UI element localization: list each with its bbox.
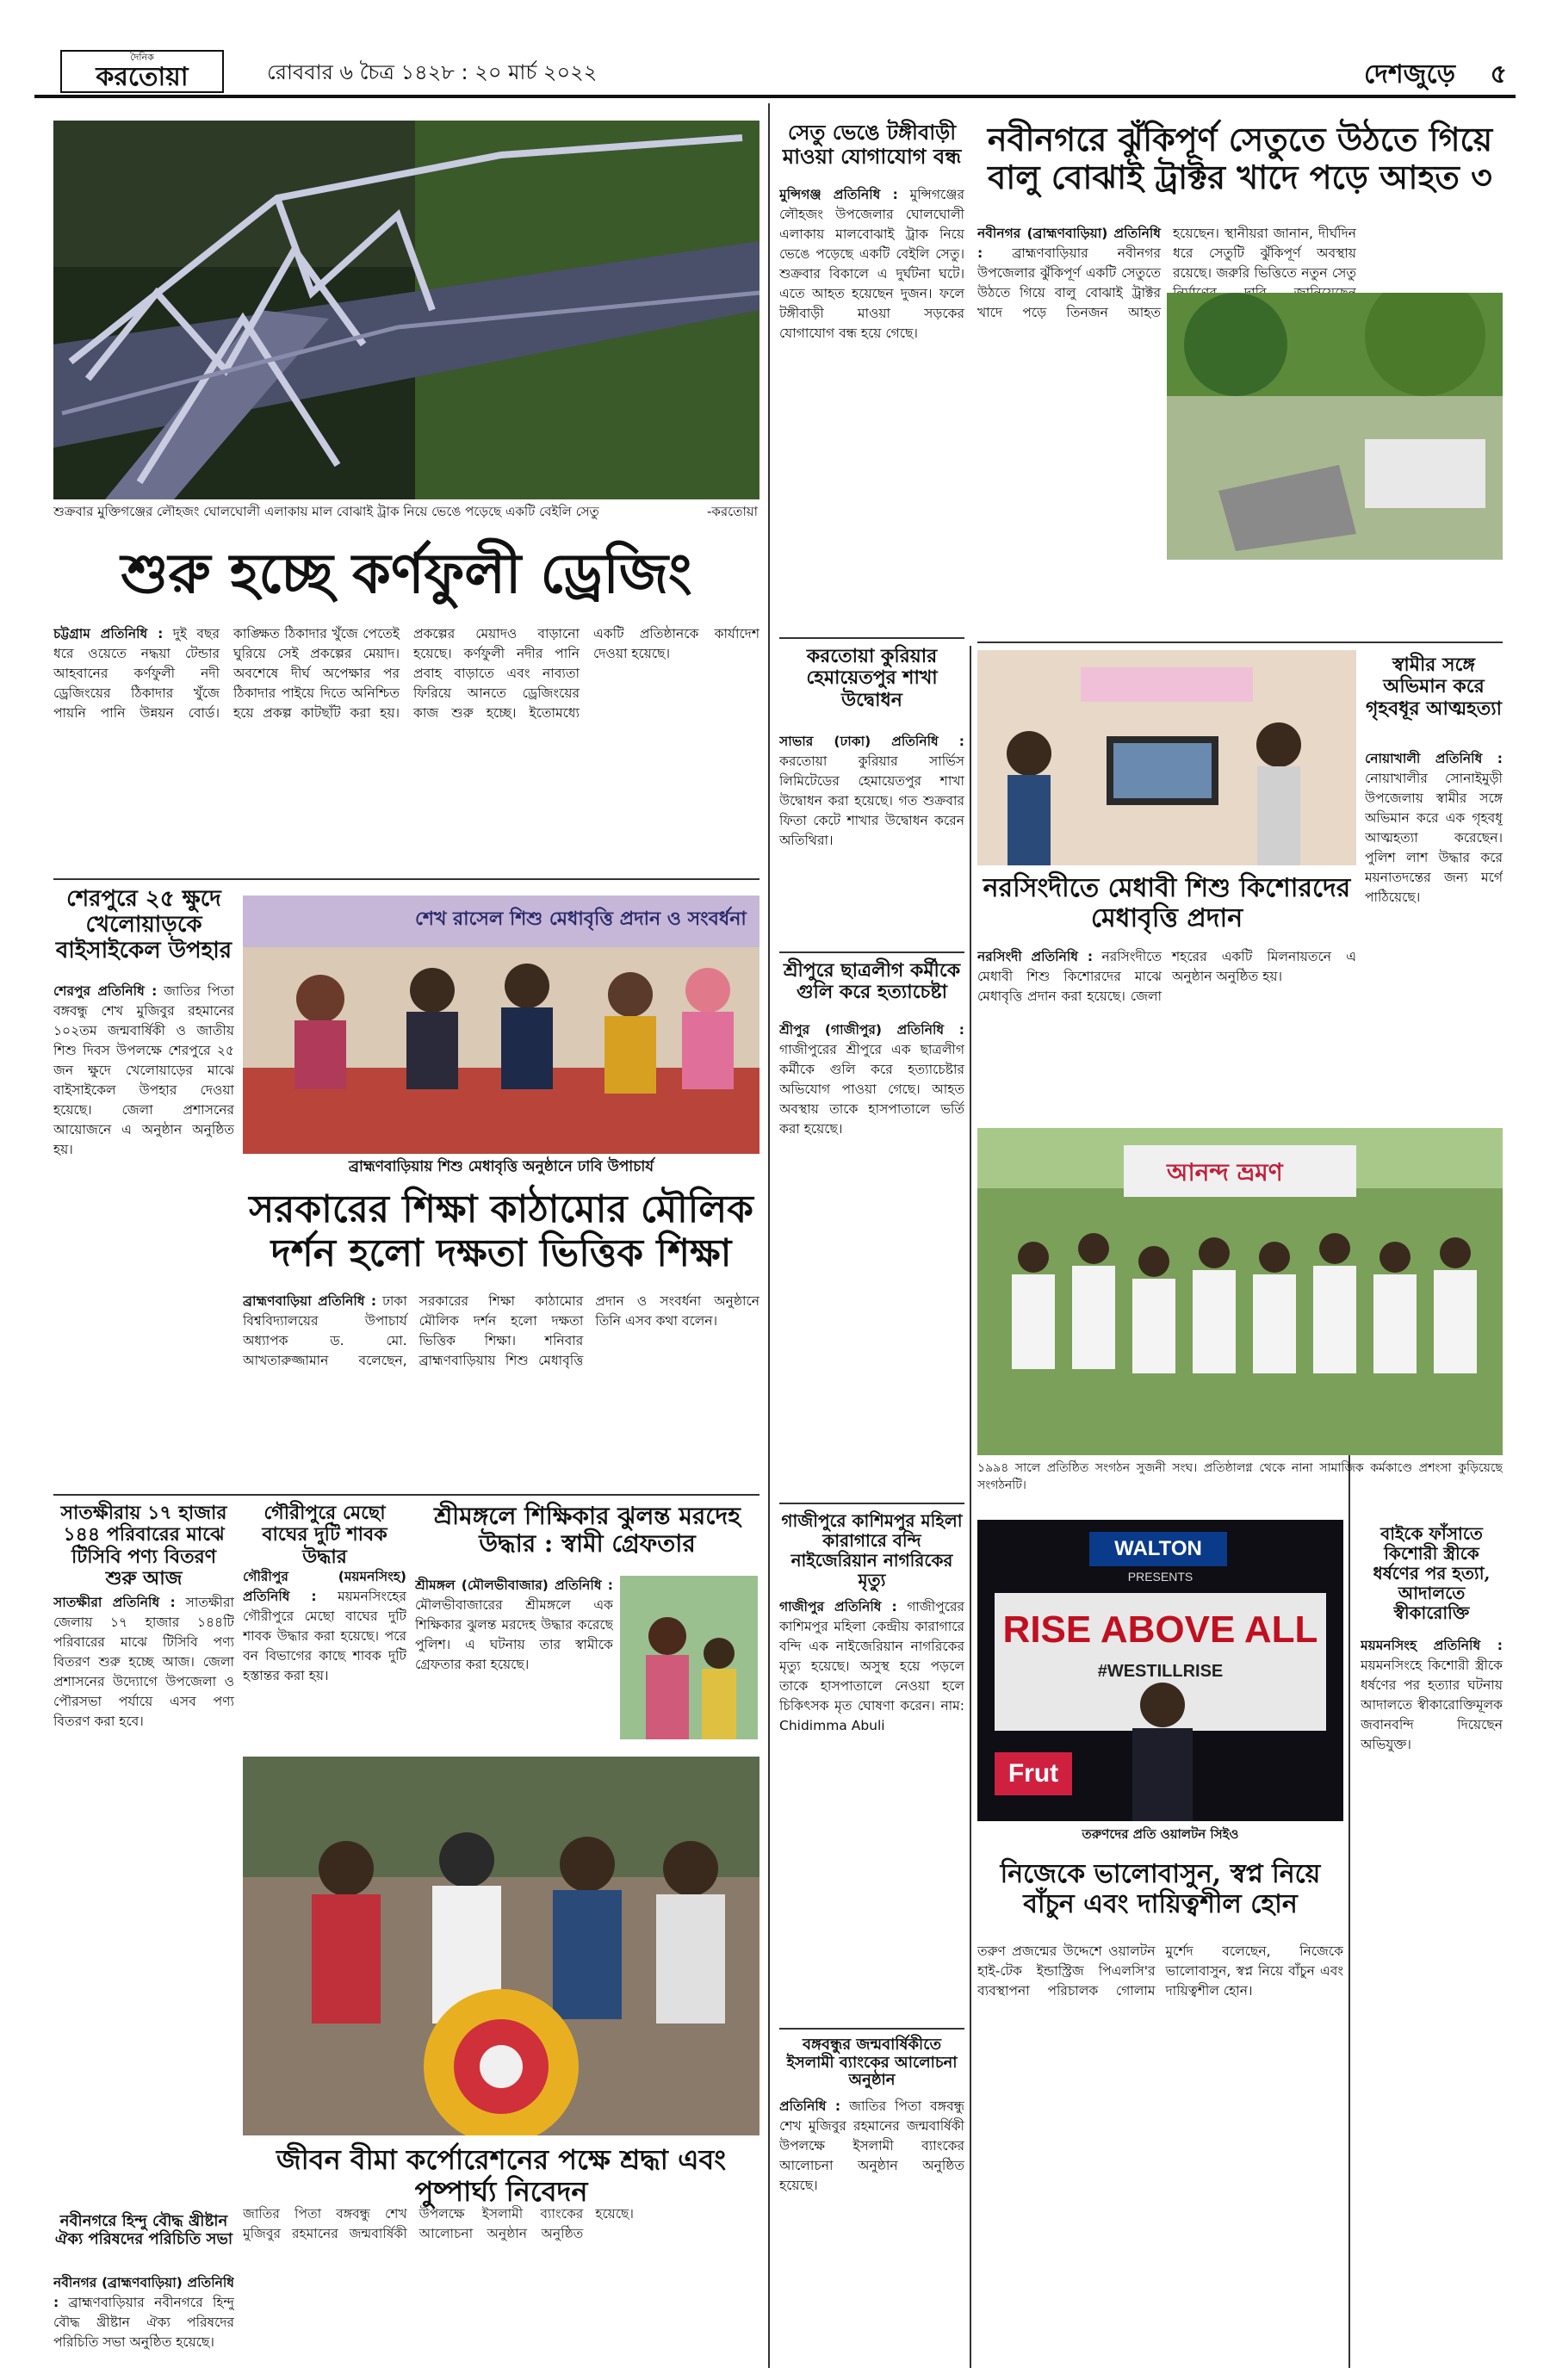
bridge-collapse-text: মুন্সিগঞ্জের লৌহজং উপজেলার ঘোলঘোলী এলাকায় মালবোঝাই ট্রাক নিয়ে ভেঙে পড়েছে একটি বেইলি সেতু। শুক্রবার বিকালে এ দুর্ঘটনা ঘটে। এতে আহত হয়েছেন দুজন। ফলে টঙ্গীবাড়ী মাওয়া সড়কের যোগাযোগ বন্ধ হয়ে গেছে।	[779, 187, 964, 341]
sreemangal-dateline: শ্রীমঙ্গল (মৌলভীবাজার) প্রতিনিধি :	[415, 1577, 613, 1593]
nabinagar-headline: নবীনগরে ঝুঁকিপূর্ণ সেতুতে উঠতে গিয়ে বালু বোঝাই ট্রাক্টর খাদে পড়ে আহত ৩	[987, 120, 1493, 196]
gouripur-text: ময়মনসিংহের গৌরীপুরে মেছো বাঘের দুটি শাবক উদ্ধার করা হয়েছে। পরে বন বিভাগের কাছে শাবক দুটি হস্তান্তর করা হয়।	[243, 1589, 406, 1683]
suicide-text: নোয়াখালীর সোনাইমুড়ী উপজেলায় স্বামীর সঙ্গে অভিমান করে এক গৃহবধূ আত্মহত্যা করেছেন। পুলিশ লাশ উদ্ধার করে ময়নাতদন্তের জন্য মর্গে পাঠিয়েছে।	[1365, 771, 1503, 905]
sherpur-headline: শেরপুরে ২৫ ক্ষুদে খেলোয়াড়কে বাইসাইকেল উপহার	[55, 886, 232, 964]
walton-ceo-text: তরুণ প্রজন্মের উদ্দেশে ওয়ালটন হাই-টেক ইন্ডাস্ট্রিজ পিএলসি'র ব্যবস্থাপনা পরিচালক গোলাম মুর্শেদ বলেছেন, নিজেকে ভালোবাসুন, স্বপ্ন নিয়ে বাঁচুন এবং দায়িত্বশীল হোন।	[977, 1943, 1343, 1999]
gazipur-article	[779, 1597, 964, 2019]
narsingdi-dateline: নরসিংদী প্রতিনিধি :	[977, 949, 1094, 964]
bridge-collapse-article	[779, 185, 964, 633]
column-rule	[768, 103, 770, 2368]
sripur-text: গাজীপুরের শ্রীপুরে এক ছাত্রলীগ কর্মীকে গুলি করে হত্যাচেষ্টার অভিযোগ পাওয়া গেছে। আহত অবস্থায় তাকে হাসপাতালে ভর্তি করা হয়েছে।	[779, 1042, 964, 1137]
divider	[53, 1494, 760, 1496]
sponsor-logo: Frut	[995, 1752, 1072, 1795]
karnaphuli-article	[53, 624, 760, 874]
satkhira-headline: সাতক্ষীরায় ১৭ হাজার ১৪৪ পরিবারের মাঝে টিসিবি পণ্য বিতরণ শুরু আজ	[60, 1502, 227, 1590]
islami-bank-dateline: প্রতিনিধি :	[779, 2098, 841, 2114]
walton-logo: WALTON	[1089, 1532, 1227, 1566]
courier-opening-photo	[977, 650, 1356, 865]
bike-text: ময়মনসিংহে কিশোরী স্ত্রীকে ধর্ষণের পর হত্যার ঘটনায় আদালতে স্বীকারোক্তিমূলক জবানবন্দি দিয়েছেন অভিযুক্ত।	[1361, 1658, 1503, 1752]
sreemangal-text: মৌলভীবাজারের শ্রীমঙ্গলে এক শিক্ষিকার ঝুলন্ত মরদেহ উদ্ধার করেছে পুলিশ। এ ঘটনায় তার স্বামীকে গ্রেফতার করা হয়েছে।	[415, 1597, 613, 1672]
divider	[779, 951, 964, 953]
divider	[53, 878, 760, 880]
walton-hashtag: #WESTILLRISE	[1097, 1662, 1224, 1681]
victim-photo	[620, 1576, 758, 1739]
tractor-accident-photo	[1167, 293, 1503, 560]
courier-headline: করতোয়া কুরিয়ার হেমায়েতপুর শাখা উদ্বোধন	[806, 645, 938, 711]
islami-bank-text: জাতির পিতা বঙ্গবন্ধু শেখ মুজিবুর রহমানের জন্মবার্ষিকী উপলক্ষে ইসলামী ব্যাংকের আলোচনা অনুষ্ঠান অনুষ্ঠিত হয়েছে।	[779, 2098, 964, 2193]
walton-event-photo	[977, 1520, 1343, 1821]
gazipur-dateline: গাজীপুর প্রতিনিধি :	[779, 1599, 897, 1615]
gouripur-headline: গৌরীপুরে মেছো বাঘের দুটি শাবক উদ্ধার	[262, 1502, 388, 1568]
unity-council-text: ব্রাহ্মণবাড়িয়ার নবীনগরে হিন্দু বৌদ্ধ খ্রীষ্টান ঐক্য পরিষদের পরিচিতি সভা অনুষ্ঠিত হয়েছে।	[53, 2295, 234, 2350]
unity-council-article	[53, 2273, 234, 2359]
masthead	[34, 45, 1516, 98]
narsingdi-headline: নরসিংদীতে মেধাবী শিশু কিশোরদের মেধাবৃত্তি প্রদান	[983, 873, 1351, 933]
walton-ceo-headline: নিজেকে ভালোবাসুন, স্বপ্ন নিয়ে বাঁচুন এবং দায়িত্বশীল হোন	[1000, 1859, 1321, 1919]
nabinagar-text: ব্রাহ্মণবাড়িয়ার নবীনগর উপজেলার ঝুঁকিপূর্ণ একটি সেতুতে উঠতে গিয়ে বালু বোঝাই ট্রাক্টর খাদে পড়ে তিনজন আহত হয়েছেন। স্থানীয়রা জানান, দীর্ঘদিন ধরে সেতুটি ঝুঁকিপূর্ণ অবস্থায় রয়েছে। জরুরি ভিত্তিতে নতুন সেতু	[977, 226, 1356, 320]
picnic-caption: ১৯৯৪ সালে প্রতিষ্ঠিত সংগঠন সুজনী সংঘ। প্রতিষ্ঠালগ্ন থেকে নানা সামাজিক কর্মকাণ্ডে প্রশংসা কুড়িয়েছে সংগঠনটি।	[977, 1461, 1503, 1492]
scholarship-photo-caption: ব্রাহ্মণবাড়িয়ায় শিশু মেধাবৃত্তি অনুষ্ঠানে ঢাবি উপাচার্য	[348, 1158, 654, 1175]
walton-presents: PRESENTS	[1127, 1570, 1194, 1584]
picnic-group-photo	[977, 1128, 1503, 1455]
divider	[977, 641, 1503, 643]
wreath-ceremony-photo	[243, 1757, 760, 2135]
bike-headline: বাইকে ফাঁসাতে কিশোরী স্ত্রীকে ধর্ষণের পর হত্যা, আদালতে স্বীকারোক্তি	[1373, 1523, 1491, 1623]
courier-text: করতোয়া কুরিয়ার সার্ভিস লিমিটেডের হেমায়েতপুর শাখা উদ্বোধন করা হয়েছে। গত শুক্রবার ফিতা কেটে শাখার উদ্বোধন করেন অতিথিরা।	[779, 753, 964, 848]
bike-article	[1361, 1636, 1503, 2359]
suicide-headline: স্বামীর সঙ্গে অভিমান করে গৃহবধূর আত্মহত্যা	[1366, 654, 1502, 720]
bridge-collapse-dateline: মুন্সিগঞ্জ প্রতিনিধি :	[779, 187, 898, 202]
page-number: ৫	[1490, 59, 1507, 90]
bridge-collapse-headline: সেতু ভেঙে টঙ্গীবাড়ী মাওয়া যোগাযোগ বন্ধ	[782, 120, 962, 169]
gazipur-headline: গাজীপুরে কাশিমপুর মহিলা কারাগারে বন্দি নাইজেরিয়ান নাগরিকের মৃত্যু	[781, 1510, 963, 1590]
sripur-article	[779, 1020, 964, 1498]
walton-title: RISE ABOVE ALL	[1002, 1608, 1318, 1651]
bike-dateline: ময়মনসিংহ প্রতিনিধি :	[1361, 1638, 1503, 1653]
newspaper-logo: দৈনিক করতোয়া	[60, 50, 224, 93]
section-name: দেশজুড়ে	[1364, 59, 1455, 90]
unity-council-headline: নবীনগরে হিন্দু বৌদ্ধ খ্রীষ্টান ঐক্য পরিষদের পরিচিতি সভা	[54, 2212, 233, 2248]
satkhira-text: সাতক্ষীরা জেলায় ১৭ হাজার ১৪৪টি পরিবারের মাঝে টিসিবি পণ্য বিতরণ শুরু হচ্ছে আজ। জেলা প্রশাসনের উদ্যোগে উপজেলা ও পৌরসভা পর্যায়ে এসব পণ্য বিতরণ করা হবে।	[53, 1595, 234, 1729]
karnaphuli-headline: শুরু হচ্ছে কর্ণফুলী ড্রেজিং	[121, 542, 692, 606]
nabinagar-dateline: নবীনগর (ব্রাহ্মণবাড়িয়া) প্রতিনিধি :	[977, 226, 1161, 261]
satkhira-dateline: সাতক্ষীরা প্রতিনিধি :	[53, 1595, 176, 1610]
sherpur-article	[53, 982, 234, 1481]
sreemangal-article	[415, 1576, 613, 1739]
education-headline: সরকারের শিক্ষা কাঠামোর মৌলিক দর্শন হলো দক্ষতা ভিত্তিক শিক্ষা	[249, 1187, 753, 1275]
education-text: ঢাকা বিশ্ববিদ্যালয়ের উপাচার্য অধ্যাপক ড. মো. আখতারুজ্জামান বলেছেন, সরকারের শিক্ষা কাঠামোর মৌলিক দর্শন হলো দক্ষতা ভিত্তিক শিক্ষা। শনিবার ব্রাহ্মণবাড়িয়ায় শিশু মেধাবৃত্তি প্রদান ও সংবর্ধনা অনুষ্ঠানে তিনি এসব কথা বলেন।	[243, 1293, 760, 1368]
courier-dateline: সাভার (ঢাকা) প্রতিনিধি :	[779, 734, 964, 749]
picnic-banner: আনন্দ ভ্রমণ	[1167, 1158, 1283, 1187]
courier-article	[779, 732, 964, 939]
photo-credit: -করতোয়া	[707, 504, 758, 519]
sreemangal-headline: শ্রীমঙ্গলে শিক্ষিকার ঝুলন্ত মরদেহ উদ্ধার : স্বামী গ্রেফতার	[434, 1502, 741, 1559]
walton-caption: তরুণদের প্রতি ওয়ালটন সিইও	[1082, 1826, 1239, 1842]
bridge-collapse-photo	[53, 121, 760, 499]
column-rule	[970, 646, 971, 2368]
sherpur-dateline: শেরপুর প্রতিনিধি :	[53, 983, 158, 999]
divider	[779, 2028, 964, 2030]
suicide-article	[1365, 749, 1503, 1124]
divider	[779, 1503, 964, 1504]
satkhira-article	[53, 1593, 234, 2196]
insurance-headline: জীবন বীমা কর্পোরেশনের পক্ষে শ্রদ্ধা এবং পুষ্পার্ঘ্য নিবেদন	[276, 2143, 727, 2208]
insurance-article	[243, 2204, 760, 2359]
narsingdi-article	[977, 947, 1356, 1124]
sripur-headline: শ্রীপুরে ছাত্রলীগ কর্মীকে গুলি করে হত্যাচেষ্টা	[783, 959, 961, 1004]
sherpur-text: জাতির পিতা বঙ্গবন্ধু শেখ মুজিবুর রহমানের ১০২তম জন্মবার্ষিকী ও জাতীয় শিশু দিবস উপলক্ষে শেরপুরে ২৫ জন ক্ষুদে খেলোয়াড়ের মাঝে বাইসাইকেল উপহার দেওয়া হয়েছে। জেলা প্রশাসনের আয়োজনে এ অনুষ্ঠান অনুষ্ঠিত হয়।	[53, 983, 234, 1157]
education-dateline: ব্রাহ্মণবাড়িয়া প্রতিনিধি :	[243, 1293, 377, 1309]
sripur-dateline: শ্রীপুর (গাজীপুর) প্রতিনিধি :	[779, 1022, 964, 1038]
gouripur-dateline: গৌরীপুর (ময়মনসিংহ) প্রতিনিধি :	[243, 1569, 406, 1604]
unity-council-dateline: নবীনগর (ব্রাহ্মণবাড়িয়া) প্রতিনিধি :	[53, 2275, 234, 2310]
bridge-photo-caption: শুক্রবার মুক্তিগঞ্জের লৌহজং ঘোলঘোলী এলাকায় মাল বোঝাই ট্রাক নিয়ে ভেঙে পড়েছে একটি বেইলি সেতু	[53, 504, 599, 519]
issue-date: রোববার ৬ চৈত্র ১৪২৮ : ২০ মার্চ ২০২২	[267, 60, 598, 84]
ceremony-banner: শেখ রাসেল শিশু মেধাবৃত্তি প্রদান ও সংবর্ধনা	[415, 908, 747, 930]
islami-bank-headline: বঙ্গবন্ধুর জন্মবার্ষিকীতে ইসলামী ব্যাংকের আলোচনা অনুষ্ঠান	[786, 2036, 958, 2090]
gazipur-text: গাজীপুরের কাশিমপুর মহিলা কেন্দ্রীয় কারাগারে বন্দি এক নাইজেরিয়ান নাগরিকের মৃত্যু হয়েছে। অসুস্থ হয়ে পড়লে তাকে হাসপাতালে নেওয়া হলে চিকিৎসক মৃত ঘোষণা করেন। নাম: Chidimma Abuli	[779, 1599, 964, 1733]
islami-bank-article	[779, 2097, 964, 2359]
insurance-text: জাতির পিতা বঙ্গবন্ধু শেখ মুজিবুর রহমানের জন্মবার্ষিকী উপলক্ষে ইসলামী ব্যাংকের আলোচনা অনুষ্ঠান অনুষ্ঠিত হয়েছে।	[243, 2206, 634, 2241]
karnaphuli-text: দুই বছর ধরে ওয়েতে নদ্ধয়া টেন্ডার আহবানের কর্ণফুলী নদী ড্রেজিংয়ের ঠিকাদার খুঁজে পায়নি পানি উন্নয়ন বোর্ড। কাঙ্ক্ষিত ঠিকাদার খুঁজে পেতেই ঘুরিয়ে সেই প্রকল্পের মেয়াদ। অবশেষে দীর্ঘ অপেক্ষার পর ঠিকাদার পাইয়ে দিতে অনিশ্চিত হয়ে প্রকল্প কাটছাঁট করা হয়। প্রকল্পের মেয়াদও বাড়ানো হয়েছে। কর্ণফুলী নদীর পানি প্রবাহ বাড়াতে এবং নাব্যতা ফিরিয়ে আনতে ড্রেজিংয়ের কাজ শুরু হচ্ছে। ইতোমধ্যে একটি প্রতিষ্ঠানকে কার্যাদেশ দেওয়া হয়েছে।	[53, 626, 760, 721]
scholarship-ceremony-photo	[243, 896, 760, 1154]
divider	[779, 637, 964, 639]
walton-ceo-article	[977, 1942, 1343, 2359]
gouripur-article	[243, 1567, 406, 1739]
narsingdi-text: নরসিংদীতে মেধাবী শিশু কিশোরদের মাঝে মেধাবৃত্তি প্রদান করা হয়েছে। জেলা শহরের একটি মিলনায়তনে এ অনুষ্ঠান অনুষ্ঠিত হয়।	[977, 949, 1356, 1004]
karnaphuli-dateline: চট্টগ্রাম প্রতিনিধি :	[53, 626, 164, 641]
education-article	[243, 1292, 760, 1481]
suicide-dateline: নোয়াখালী প্রতিনিধি :	[1365, 751, 1503, 766]
